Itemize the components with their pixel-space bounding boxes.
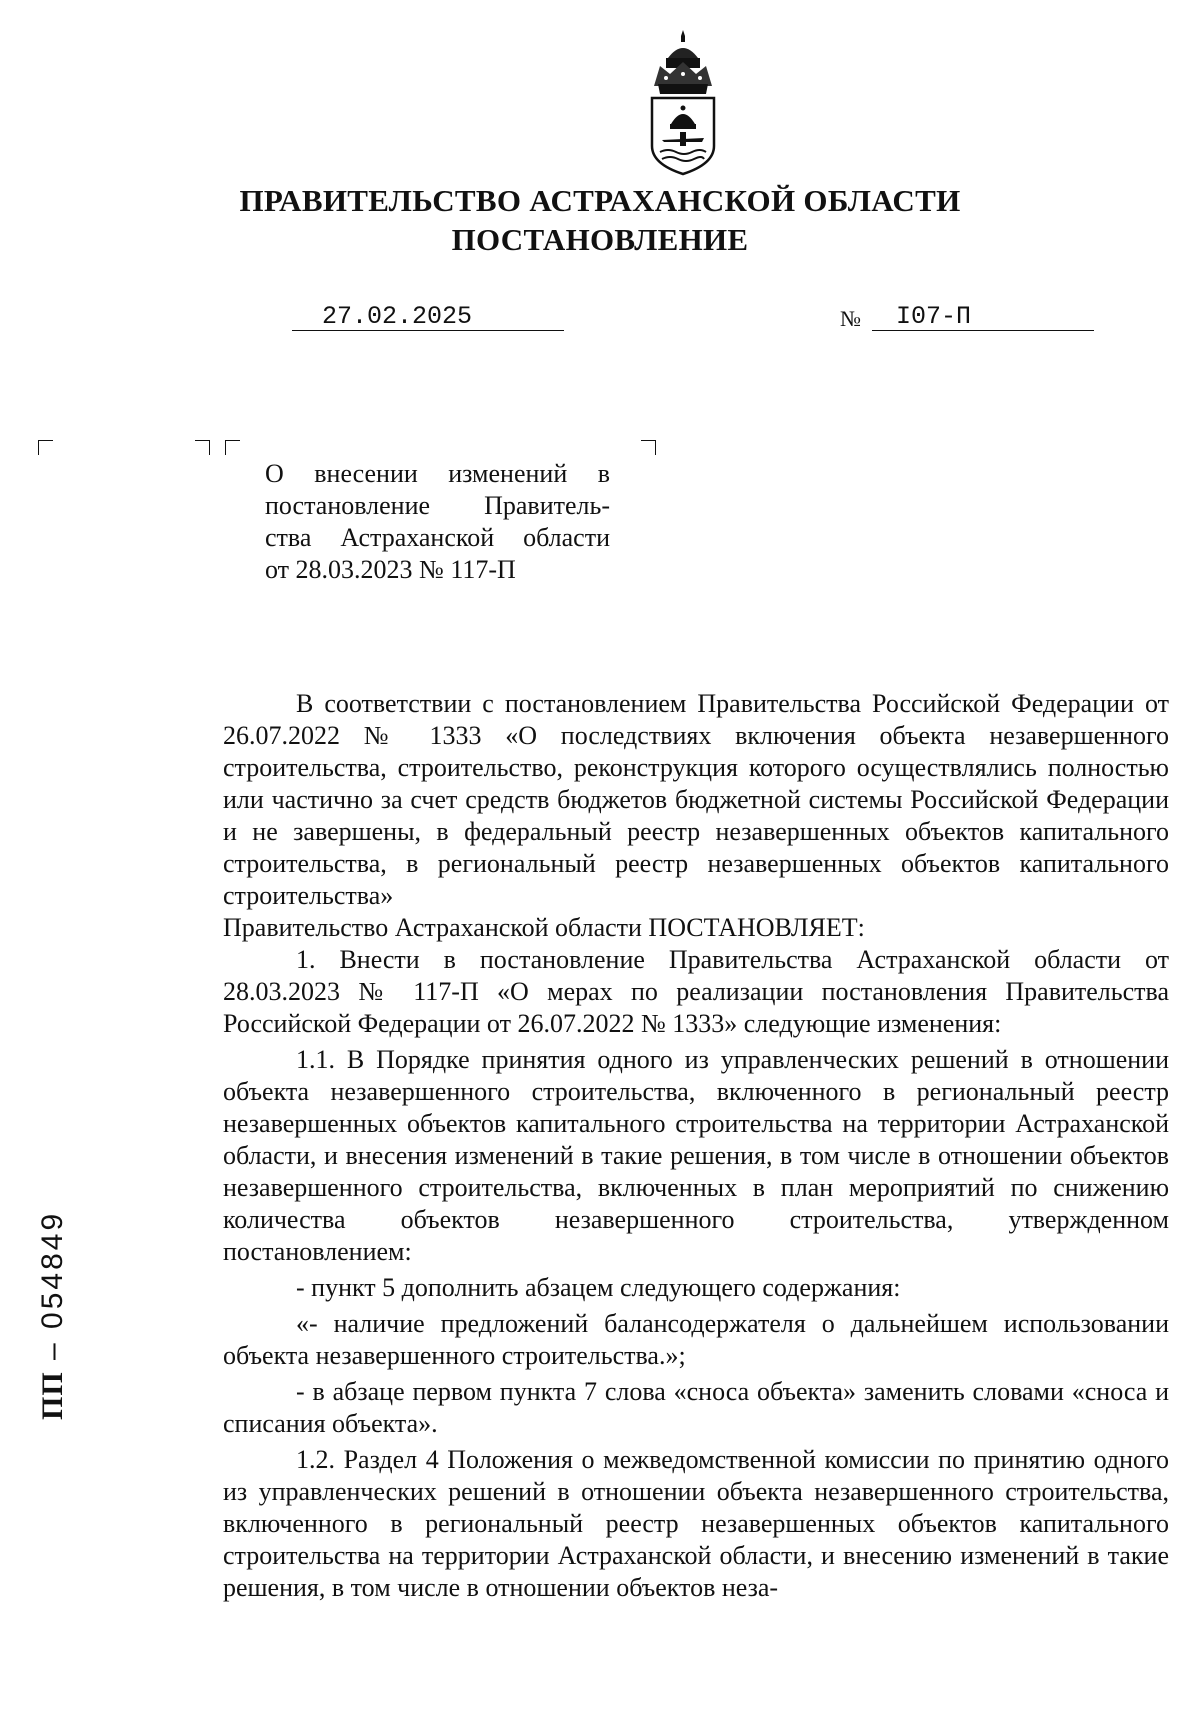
subject-line: О внесении изменений в [265,459,610,488]
margin-corner-mark [195,440,210,455]
preamble-paragraph: В соответствии с постановлением Правительства Российской Федерации от 26.07.2022 № 1333 «О последствиях включения объекта незавершенного строительства, строительство, реконструкция которого осуществлялись полностью или частично за счет средств бюджетов бюджетной системы Российской Федерации и не завершены, в федеральный реестр незавершенных объектов капитального строительства, в региональный реестр незавершенных объектов капитального строительства» [223,689,1169,910]
clause-1-1: 1.1. В Порядке принятия одного из управленческих решений в отношении объекта незавершенного строительства, включенного в региональный реестр незавершенных объектов капитального строительства на территории Астраханской области, и внесения изменений в такие решения, в том числе в отношении объектов незавершенного строительства, включенных в план мероприятий по снижению количества объектов незавершенного строительства, утвержденном постановлением: [223,1045,1169,1266]
document-date: 27.02.2025 [322,302,473,331]
document-body [223,688,1169,1604]
amendment-text: «- наличие предложений балансодержателя о дальнейшем использовании объекта незавершенного строительства.»; [223,1309,1169,1370]
subject-corner-mark [225,440,240,455]
date-underline [292,330,564,331]
organization-name: ПРАВИТЕЛЬСТВО АСТРАХАНСКОЙ ОБЛАСТИ [239,183,961,218]
document-subject [265,458,610,586]
serial-dash: – [36,1340,69,1360]
coat-of-arms-icon [644,28,722,176]
number-sign: № [840,306,861,331]
number-underline [872,330,1094,331]
subject-line: от 28.03.2023 № 117-П [265,555,516,584]
blank-serial-number [36,1210,72,1420]
subject-line: ства Астраханской области [265,523,610,552]
margin-corner-mark [38,440,53,455]
subject-line: постановление Правитель- [265,491,610,520]
amendment-item: - пункт 5 дополнить абзацем следующего содержания: [296,1273,901,1302]
serial-number: 054849 [36,1210,69,1329]
clause-1: 1. Внести в постановление Правительства Астраханской области от 28.03.2023 № 117-П «О мерах по реализации постановления Правительства Российской Федерации от 26.07.2022 № 1333» следующие изменения: [223,945,1169,1038]
amendment-item: - в абзаце первом пункта 7 слова «сноса объекта» заменить словами «сноса и списания объекта». [223,1377,1169,1438]
document-number: I07-П [896,302,972,331]
subject-corner-mark [641,440,656,455]
resolution-paragraph: Правительство Астраханской области ПОСТАНОВЛЯЕТ: [223,913,865,942]
document-type: ПОСТАНОВЛЕНИЕ [451,222,749,257]
clause-1-2: 1.2. Раздел 4 Положения о межведомственной комиссии по принятию одного из управленческих решений в отношении объекта незавершенного строительства, включенного в региональный реестр незавершенных объектов капитального строительства на территории Астраханской области, и внесению изменений в такие решения, в том числе в отношении объектов неза- [223,1445,1169,1602]
serial-series: ПП [36,1371,69,1420]
